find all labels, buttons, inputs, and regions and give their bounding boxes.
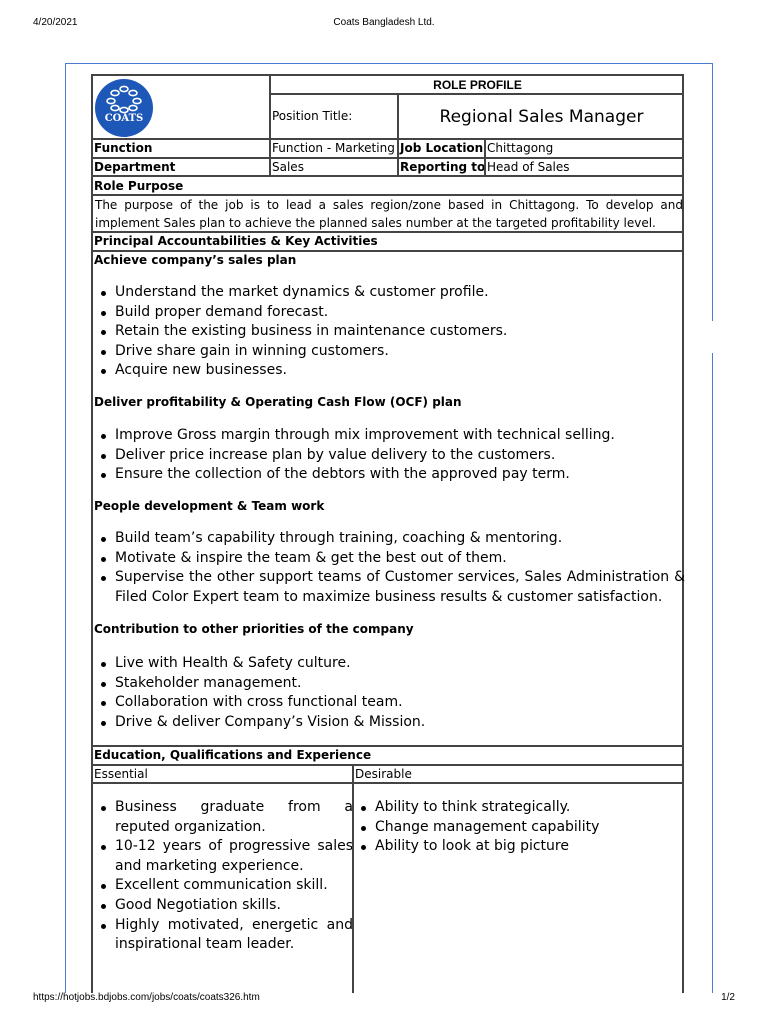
- sales-plan-list: [93, 283, 685, 381]
- list-item: Motivate & inspire the team & get the best out of them.: [115, 549, 685, 569]
- list-item: Ability to think strategically.: [375, 798, 675, 818]
- list-item: Stakeholder management.: [115, 674, 685, 694]
- role-profile-document: [91, 74, 684, 993]
- department-value: Sales: [272, 160, 304, 174]
- list-item: Good Negotiation skills.: [115, 896, 353, 916]
- print-url: https://hotjobs.bdjobs.com/jobs/coats/coats326.htm: [33, 992, 260, 1003]
- grid-line: [93, 250, 684, 252]
- list-item: Excellent communication skill.: [115, 876, 353, 896]
- grid-line: [93, 745, 684, 747]
- essential-list: [93, 798, 353, 955]
- print-page-number: 1/2: [721, 992, 735, 1003]
- list-item: 10-12 years of progressive sales and marketing experience.: [115, 837, 353, 876]
- list-item: Live with Health & Safety culture.: [115, 654, 685, 674]
- reporting-value: Head of Sales: [487, 160, 570, 174]
- print-header: [0, 17, 768, 31]
- education-heading: Education, Qualifications and Experience: [94, 748, 372, 762]
- grid-line: [93, 138, 684, 140]
- list-item: Deliver price increase plan by value delivery to the customers.: [115, 446, 685, 466]
- job-location-value: Chittagong: [487, 141, 554, 155]
- list-item: Highly motivated, energetic and inspirational team leader.: [115, 916, 353, 955]
- print-site-title: Coats Bangladesh Ltd.: [333, 17, 435, 28]
- chain-emblem-icon: [95, 79, 153, 137]
- position-title-label: Position Title:: [272, 109, 353, 123]
- grid-line: [269, 93, 684, 95]
- accountabilities-heading: Principal Accountabilities & Key Activities: [94, 234, 378, 248]
- grid-line: [93, 782, 684, 784]
- grid-line: [93, 764, 684, 766]
- grid-line: [93, 175, 684, 177]
- role-profile-heading: ROLE PROFILE: [433, 78, 522, 92]
- job-location-label: Job Location: [400, 141, 484, 155]
- section-title-contribution: Contribution to other priorities of the company: [94, 622, 414, 636]
- page-frame-right: [712, 63, 713, 321]
- position-title-value: Regional Sales Manager: [439, 107, 644, 127]
- grid-line: [484, 138, 486, 175]
- function-label: Function: [94, 141, 153, 155]
- print-footer: [0, 992, 768, 1006]
- role-purpose-text: The purpose of the job is to lead a sales region/zone based in Chittagong. To develop and implement Sales plan to achieve the planned sales number at the targeted profitability level.: [95, 198, 683, 230]
- grid-line: [93, 194, 684, 196]
- list-item: Improve Gross margin through mix improvement with technical selling.: [115, 426, 685, 446]
- list-item: Ability to look at big picture: [375, 837, 675, 857]
- list-item: Retain the existing business in maintenance customers.: [115, 322, 685, 342]
- grid-line: [93, 157, 684, 159]
- reporting-label: Reporting to: [400, 160, 486, 174]
- department-label: Department: [94, 160, 176, 174]
- list-item: Build proper demand forecast.: [115, 303, 685, 323]
- contribution-list: [93, 654, 685, 732]
- section-title-sales-plan: Achieve company’s sales plan: [94, 253, 297, 267]
- list-item: Ensure the collection of the debtors with the approved pay term.: [115, 465, 685, 485]
- list-item: Business graduate from a reputed organization.: [115, 798, 353, 837]
- desirable-list: [353, 798, 675, 857]
- grid-line: [352, 764, 354, 993]
- grid-line: [397, 93, 399, 175]
- list-item: Change management capability: [375, 818, 675, 838]
- list-item: Collaboration with cross functional team.: [115, 693, 685, 713]
- desirable-column-header: Desirable: [355, 767, 412, 781]
- page-frame-right-lower: [712, 353, 713, 993]
- page-frame-left: [65, 63, 66, 993]
- profitability-list: [93, 426, 685, 485]
- coats-logo: [95, 79, 153, 137]
- grid-line: [269, 76, 271, 175]
- logo-text: COATS: [104, 113, 144, 124]
- function-value: Function - Marketing: [272, 141, 395, 155]
- list-item: Understand the market dynamics & customer profile.: [115, 283, 685, 303]
- print-date: 4/20/2021: [33, 17, 78, 28]
- list-item: Drive & deliver Company’s Vision & Mission.: [115, 713, 685, 733]
- page-frame-top: [65, 63, 713, 64]
- list-item: Drive share gain in winning customers.: [115, 342, 685, 362]
- role-purpose-heading: Role Purpose: [94, 179, 184, 193]
- people-development-list: [93, 529, 685, 607]
- list-item: Supervise the other support teams of Customer services, Sales Administration & Filed Color Expert team to maximize business results & customer satisfaction.: [115, 568, 685, 607]
- list-item: Acquire new businesses.: [115, 361, 685, 381]
- essential-column-header: Essential: [94, 767, 148, 781]
- section-title-profitability: Deliver profitability & Operating Cash Flow (OCF) plan: [94, 395, 462, 409]
- grid-line: [93, 231, 684, 233]
- list-item: Build team’s capability through training, coaching & mentoring.: [115, 529, 685, 549]
- section-title-people-development: People development & Team work: [94, 499, 325, 513]
